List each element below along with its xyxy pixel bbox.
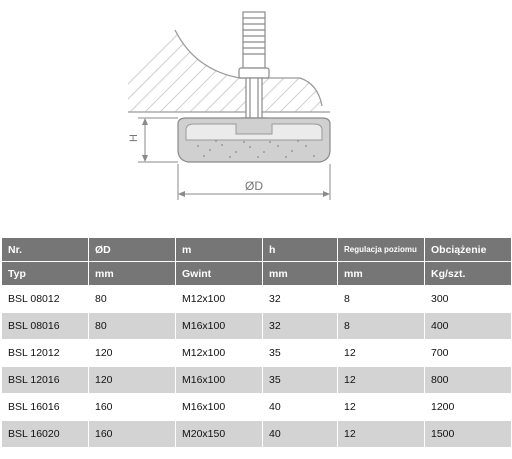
- table-cell: BSL 12012: [2, 340, 89, 367]
- table-cell: M16x100: [176, 313, 263, 340]
- table-cell: 1200: [425, 394, 512, 421]
- table-cell: 160: [89, 421, 176, 448]
- unit-cell: mm: [338, 262, 425, 286]
- threaded-bolt: [239, 12, 269, 132]
- rubber-foot: [178, 118, 330, 162]
- table-cell: 12: [338, 340, 425, 367]
- table-cell: 80: [89, 313, 176, 340]
- table-cell: BSL 08016: [2, 313, 89, 340]
- table-cell: 160: [89, 394, 176, 421]
- table-row: [2, 313, 512, 340]
- header-cell: h: [263, 238, 338, 262]
- spec-table: [1, 237, 512, 448]
- header-cell: Obciążenie: [425, 238, 512, 262]
- table-cell: 32: [263, 286, 338, 313]
- table-row: [2, 367, 512, 394]
- table-cell: 800: [425, 367, 512, 394]
- table-cell: 32: [263, 313, 338, 340]
- table-cell: 40: [263, 421, 338, 448]
- table-cell: 35: [263, 367, 338, 394]
- table-cell: BSL 16016: [2, 394, 89, 421]
- table-header-row: [2, 238, 512, 262]
- table-cell: 8: [338, 286, 425, 313]
- table-cell: 35: [263, 340, 338, 367]
- dimension-d-label: ØD: [245, 179, 263, 193]
- table-cell: M16x100: [176, 394, 263, 421]
- unit-cell: mm: [263, 262, 338, 286]
- table-cell: BSL 08012: [2, 286, 89, 313]
- unit-cell: Typ: [2, 262, 89, 286]
- table-cell: BSL 16020: [2, 421, 89, 448]
- table-row: [2, 340, 512, 367]
- unit-cell: mm: [89, 262, 176, 286]
- table-cell: 12: [338, 394, 425, 421]
- header-cell: Regulacja poziomu: [338, 238, 425, 262]
- table-cell: M20x150: [176, 421, 263, 448]
- table-row: [2, 421, 512, 448]
- table-cell: 8: [338, 313, 425, 340]
- table-cell: BSL 12016: [2, 367, 89, 394]
- dimension-h: [138, 118, 178, 162]
- table-cell: M12x100: [176, 340, 263, 367]
- table-cell: 400: [425, 313, 512, 340]
- table-cell: 120: [89, 367, 176, 394]
- table-cell: 80: [89, 286, 176, 313]
- table-cell: 1500: [425, 421, 512, 448]
- header-cell: Nr.: [2, 238, 89, 262]
- table-cell: 12: [338, 367, 425, 394]
- unit-cell: Gwint: [176, 262, 263, 286]
- table-cell: M16x100: [176, 367, 263, 394]
- table-row: [2, 286, 512, 313]
- table-cell: 300: [425, 286, 512, 313]
- table-row: [2, 394, 512, 421]
- table-unit-row: [2, 262, 512, 286]
- unit-cell: Kg/szt.: [425, 262, 512, 286]
- dimension-h-label: H: [128, 134, 140, 142]
- table-cell: 40: [263, 394, 338, 421]
- header-cell: m: [176, 238, 263, 262]
- table-cell: 12: [338, 421, 425, 448]
- table-cell: 120: [89, 340, 176, 367]
- table-cell: 700: [425, 340, 512, 367]
- table-cell: M12x100: [176, 286, 263, 313]
- header-cell: ØD: [89, 238, 176, 262]
